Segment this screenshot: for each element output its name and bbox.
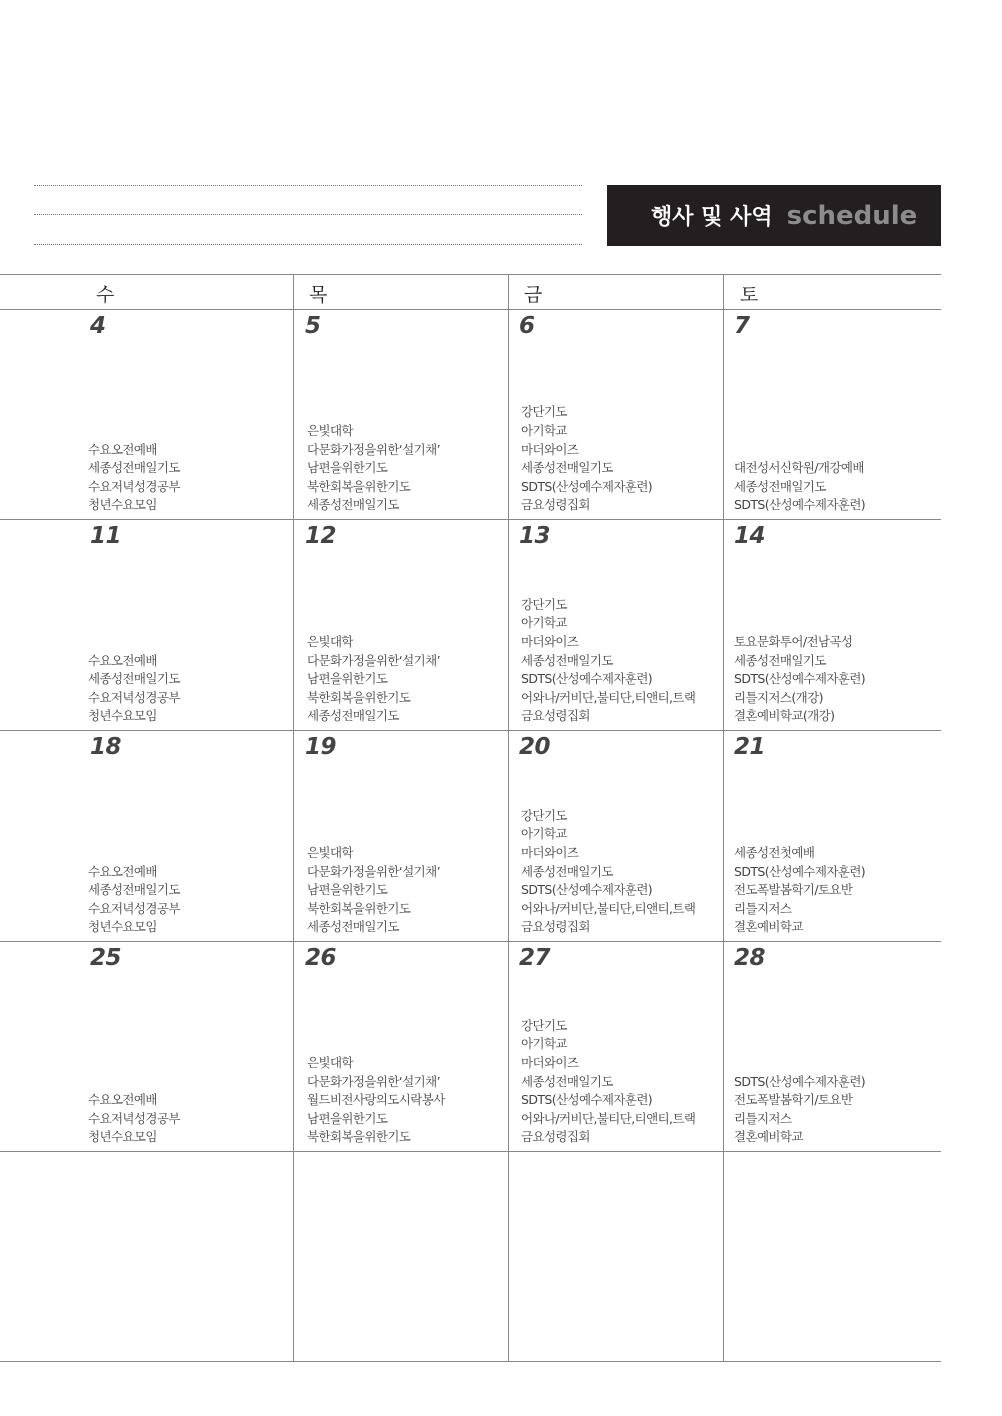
calendar-day-cell <box>0 730 293 941</box>
event-item: 남편을위한기도 <box>307 882 388 898</box>
event-list <box>88 863 180 937</box>
event-item: 은빛대학 <box>307 845 353 861</box>
event-item: 어와나/커비단,불티단,티앤티,트랙 <box>521 900 696 916</box>
event-item: 결혼예비학교 <box>734 1129 803 1145</box>
event-item: 어와나/커비단,불티단,티앤티,트랙 <box>521 689 696 705</box>
event-item: 북한회복을위한기도 <box>307 689 411 705</box>
calendar-day-cell <box>0 309 293 519</box>
event-item: 세종성전첫예배 <box>734 845 815 861</box>
day-number: 26 <box>305 945 337 971</box>
event-item: 남편을위한기도 <box>307 1110 388 1126</box>
empty-day-cell <box>0 1151 293 1361</box>
event-list <box>307 422 440 515</box>
event-list <box>734 459 865 515</box>
empty-day-cell <box>723 1151 941 1361</box>
calendar-day-cell <box>293 730 508 941</box>
event-item: 금요성령집회 <box>521 497 590 513</box>
grid-horizontal-line <box>0 274 941 275</box>
event-item: SDTS(산성예수제자훈련) <box>734 1073 866 1089</box>
event-item: 수요오전예배 <box>88 652 157 668</box>
event-item: 청년수요모임 <box>88 708 157 724</box>
event-item: 세종성전매일기도 <box>88 460 180 476</box>
event-item: 대전성서신학원/개강예배 <box>734 460 864 476</box>
calendar-day-cell <box>293 519 508 730</box>
day-number: 21 <box>734 734 766 760</box>
event-item: 청년수요모임 <box>88 497 157 513</box>
event-list <box>88 1091 180 1147</box>
event-list <box>307 633 440 726</box>
event-item: 전도폭발봄학기/토요반 <box>734 1092 853 1108</box>
event-list <box>521 403 652 515</box>
event-item: 리틀지저스 <box>734 900 792 916</box>
event-list <box>307 1054 445 1147</box>
day-number: 11 <box>90 523 122 549</box>
day-number: 28 <box>734 945 766 971</box>
event-list <box>734 1073 865 1147</box>
event-item: 수요저녁성경공부 <box>88 1110 180 1126</box>
event-item: SDTS(산성예수제자훈련) <box>734 497 866 513</box>
notes-line-1 <box>34 185 582 186</box>
event-item: 어와나/커비단,불티단,티앤티,트랙 <box>521 1110 696 1126</box>
schedule-title-box <box>607 185 941 246</box>
event-item: 강단기도 <box>521 807 567 823</box>
title-korean: 행사 및 사역 <box>651 205 773 230</box>
day-number: 13 <box>519 523 551 549</box>
event-item: 결혼예비학교 <box>734 919 803 935</box>
event-item: 수요저녁성경공부 <box>88 900 180 916</box>
event-item: 리틀지저스 <box>734 1110 792 1126</box>
event-item: 마더와이즈 <box>521 845 579 861</box>
day-number: 12 <box>305 523 337 549</box>
event-item: 결혼예비학교(개강) <box>734 708 835 724</box>
event-item: 아기학교 <box>521 423 567 439</box>
event-item: 세종성전매일기도 <box>88 671 180 687</box>
event-item: 세종성전매일기도 <box>307 497 399 513</box>
day-number: 27 <box>519 945 551 971</box>
event-item: SDTS(산성예수제자훈련) <box>521 671 653 687</box>
title-english: schedule <box>786 200 918 231</box>
event-item: SDTS(산성예수제자훈련) <box>521 1092 653 1108</box>
event-item: 토요문화투어/전남곡성 <box>734 634 853 650</box>
event-item: 세종성전매일기도 <box>734 652 826 668</box>
calendar-day-cell <box>0 941 293 1151</box>
empty-day-cell <box>293 1151 508 1361</box>
event-item: 수요저녁성경공부 <box>88 478 180 494</box>
event-item: SDTS(산성예수제자훈련) <box>521 882 653 898</box>
event-item: 금요성령집회 <box>521 919 590 935</box>
day-number: 25 <box>90 945 122 971</box>
event-item: 마더와이즈 <box>521 634 579 650</box>
event-item: 수요오전예배 <box>88 863 157 879</box>
event-item: 아기학교 <box>521 826 567 842</box>
event-item: 세종성전매일기도 <box>521 1073 613 1089</box>
event-item: 세종성전매일기도 <box>307 919 399 935</box>
event-list <box>521 596 695 726</box>
event-item: 수요오전예배 <box>88 441 157 457</box>
event-list <box>521 807 695 937</box>
day-number: 18 <box>90 734 122 760</box>
notes-line-2 <box>34 214 582 215</box>
weekday-header: 토 <box>740 284 759 306</box>
calendar-day-cell <box>293 309 508 519</box>
weekday-header: 금 <box>524 284 543 306</box>
calendar-day-cell <box>723 519 941 730</box>
event-item: 강단기도 <box>521 596 567 612</box>
empty-day-cell <box>508 1151 723 1361</box>
event-item: 세종성전매일기도 <box>521 863 613 879</box>
event-item: 다문화가정을위한‘설기채’ <box>307 652 440 668</box>
event-item: 전도폭발봄학기/토요반 <box>734 882 853 898</box>
event-item: 다문화가정을위한‘설기채’ <box>307 441 440 457</box>
event-item: 북한회복을위한기도 <box>307 478 411 494</box>
event-item: 세종성전매일기도 <box>88 882 180 898</box>
event-list <box>734 633 865 726</box>
event-item: 수요오전예배 <box>88 1092 157 1108</box>
event-item: 금요성령집회 <box>521 1129 590 1145</box>
event-list <box>521 1017 695 1147</box>
event-item: 아기학교 <box>521 615 567 631</box>
event-item: 북한회복을위한기도 <box>307 900 411 916</box>
day-number: 6 <box>519 313 535 339</box>
calendar-day-cell <box>293 941 508 1151</box>
event-item: SDTS(산성예수제자훈련) <box>734 671 866 687</box>
event-item: 세종성전매일기도 <box>734 478 826 494</box>
event-item: 마더와이즈 <box>521 1055 579 1071</box>
event-item: 세종성전매일기도 <box>521 652 613 668</box>
calendar-day-cell <box>0 519 293 730</box>
event-item: 수요저녁성경공부 <box>88 689 180 705</box>
event-item: 월드비전사랑의도시락봉사 <box>307 1092 445 1108</box>
calendar-day-cell <box>508 730 723 941</box>
event-item: 다문화가정을위한‘설기채’ <box>307 1073 440 1089</box>
event-item: 남편을위한기도 <box>307 671 388 687</box>
event-item: 청년수요모임 <box>88 919 157 935</box>
day-number: 14 <box>734 523 766 549</box>
event-list <box>88 652 180 726</box>
calendar-day-cell <box>723 730 941 941</box>
event-item: 은빛대학 <box>307 423 353 439</box>
event-item: 금요성령집회 <box>521 708 590 724</box>
event-list <box>307 844 440 937</box>
event-item: 은빛대학 <box>307 634 353 650</box>
notes-line-3 <box>34 244 582 245</box>
calendar-day-cell <box>508 309 723 519</box>
event-item: SDTS(산성예수제자훈련) <box>521 478 653 494</box>
event-item: 강단기도 <box>521 1017 567 1033</box>
event-item: 리틀지저스(개강) <box>734 689 823 705</box>
weekday-header: 목 <box>309 284 328 306</box>
grid-horizontal-line <box>0 1361 941 1362</box>
day-number: 5 <box>305 313 321 339</box>
day-number: 20 <box>519 734 551 760</box>
day-number: 19 <box>305 734 337 760</box>
day-number: 7 <box>734 313 750 339</box>
event-item: 청년수요모임 <box>88 1129 157 1145</box>
calendar-day-cell <box>723 941 941 1151</box>
event-item: 세종성전매일기도 <box>521 460 613 476</box>
event-item: 세종성전매일기도 <box>307 708 399 724</box>
event-item: 아기학교 <box>521 1036 567 1052</box>
event-item: 마더와이즈 <box>521 441 579 457</box>
calendar-day-cell <box>723 309 941 519</box>
event-item: SDTS(산성예수제자훈련) <box>734 863 866 879</box>
calendar-day-cell <box>508 519 723 730</box>
day-number: 4 <box>90 313 106 339</box>
event-item: 강단기도 <box>521 404 567 420</box>
event-item: 북한회복을위한기도 <box>307 1129 411 1145</box>
weekday-header: 수 <box>96 284 115 306</box>
event-item: 다문화가정을위한‘설기채’ <box>307 863 440 879</box>
event-item: 은빛대학 <box>307 1055 353 1071</box>
event-list <box>88 441 180 515</box>
event-list <box>734 844 865 937</box>
event-item: 남편을위한기도 <box>307 460 388 476</box>
calendar-day-cell <box>508 941 723 1151</box>
